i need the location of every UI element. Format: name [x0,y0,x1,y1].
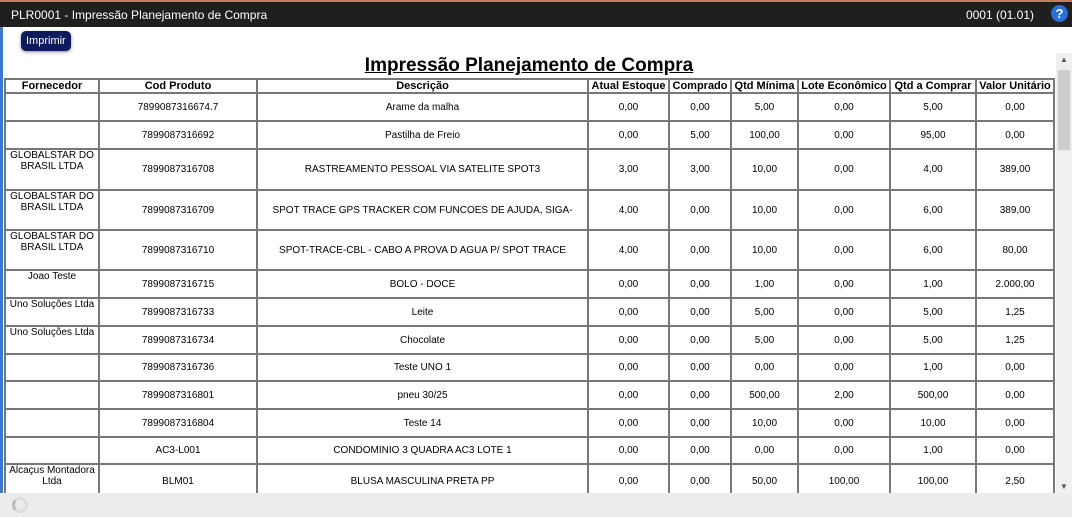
frame-edge [0,27,3,493]
table-cell: 0,00 [976,93,1054,121]
table-row [5,354,1054,381]
table-row [5,409,1054,437]
table-row [5,270,1054,298]
table-cell: RASTREAMENTO PESSOAL VIA SATELITE SPOT3 [257,149,588,190]
table-cell: 6,00 [890,190,976,230]
table-cell [5,93,99,121]
table-cell: 0,00 [798,354,890,381]
column-header: Lote Econômico [798,79,890,93]
table-cell: 0,00 [669,326,731,354]
table-cell: 5,00 [890,326,976,354]
table-cell: 0,00 [588,270,669,298]
table-cell: 3,00 [669,149,731,190]
table-cell: 4,00 [588,190,669,230]
table-cell: Uno Soluções Ltda [5,298,99,326]
table-row [5,437,1054,464]
table-cell: 5,00 [731,93,798,121]
table-cell: Uno Soluções Ltda [5,326,99,354]
table-cell: 0,00 [588,381,669,409]
table-cell [5,121,99,149]
scroll-up-icon[interactable]: ▲ [1060,55,1068,64]
table-cell: 7899087316734 [99,326,257,354]
table-cell: 5,00 [890,93,976,121]
table-cell: pneu 30/25 [257,381,588,409]
table-cell: 10,00 [731,190,798,230]
table-cell: 5,00 [669,121,731,149]
table-cell: GLOBALSTAR DO BRASIL LTDA [5,230,99,270]
table-cell: 80,00 [976,230,1054,270]
table-cell: 0,00 [798,190,890,230]
table-cell: 7899087316715 [99,270,257,298]
status-bar [0,493,1072,517]
table-cell: 10,00 [890,409,976,437]
table-cell: 0,00 [669,298,731,326]
table-cell: 1,25 [976,298,1054,326]
table-cell: 0,00 [731,354,798,381]
table-cell: Alcaçus Montadora Ltda [5,464,99,498]
table-cell: Chocolate [257,326,588,354]
table-cell: 0,00 [669,270,731,298]
table-cell: 5,00 [890,298,976,326]
table-cell: 2.000,00 [976,270,1054,298]
column-header: Valor Unitário [976,79,1054,93]
table-row [5,190,1054,230]
table-cell: 0,00 [669,409,731,437]
table-cell: 0,00 [731,437,798,464]
table-cell: 0,00 [588,121,669,149]
table-row [5,298,1054,326]
table-cell: 4,00 [588,230,669,270]
purchase-planning-table [4,78,1055,499]
table-cell: 0,00 [588,409,669,437]
table-cell: 95,00 [890,121,976,149]
table-cell: 3,00 [588,149,669,190]
table-cell: 4,00 [890,149,976,190]
table-cell: SPOT TRACE GPS TRACKER COM FUNCOES DE AJUDA, SIGA- [257,190,588,230]
table-cell: 6,00 [890,230,976,270]
table-cell: 0,00 [669,190,731,230]
table-cell: 0,00 [798,326,890,354]
column-header: Cod Produto [99,79,257,93]
table-cell: 0,00 [798,149,890,190]
table-cell: 0,00 [588,354,669,381]
table-cell: 7899087316692 [99,121,257,149]
table-cell: 0,00 [588,298,669,326]
table-cell: 389,00 [976,149,1054,190]
vertical-scrollbar[interactable] [1056,53,1072,493]
table-cell: Leite [257,298,588,326]
table-cell: 500,00 [731,381,798,409]
table-cell: 0,00 [798,270,890,298]
table-cell: 10,00 [731,149,798,190]
report-title: Impressão Planejamento de Compra [364,55,694,76]
column-header: Qtd Mínima [731,79,798,93]
table-cell: AC3-L001 [99,437,257,464]
table-cell: BLM01 [99,464,257,498]
table-cell: 0,00 [669,437,731,464]
table-cell: 100,00 [798,464,890,498]
table-cell: 0,00 [669,354,731,381]
table-cell: GLOBALSTAR DO BRASIL LTDA [5,149,99,190]
table-cell: 0,00 [976,409,1054,437]
table-cell: 7899087316733 [99,298,257,326]
table-cell: Pastilha de Freio [257,121,588,149]
table-cell: 7899087316674.7 [99,93,257,121]
table-cell: 0,00 [798,93,890,121]
table-cell: 10,00 [731,230,798,270]
table-cell: GLOBALSTAR DO BRASIL LTDA [5,190,99,230]
table-cell: 2,50 [976,464,1054,498]
table-cell: 1,00 [890,354,976,381]
table-row [5,121,1054,149]
column-header: Atual Estoque [588,79,669,93]
table-cell: 1,00 [890,270,976,298]
table-cell: 0,00 [798,298,890,326]
table-cell: Joao Teste [5,270,99,298]
table-row [5,381,1054,409]
table-cell: 10,00 [731,409,798,437]
table-cell: BOLO - DOCE [257,270,588,298]
table-cell: SPOT-TRACE-CBL - CABO A PROVA D AGUA P/ SPOT TRACE [257,230,588,270]
table-cell: 0,00 [588,326,669,354]
table-cell [5,437,99,464]
table-cell: 0,00 [588,93,669,121]
table-cell: 7899087316709 [99,190,257,230]
table-cell: 0,00 [669,381,731,409]
table-cell: 0,00 [976,381,1054,409]
table-cell: 0,00 [588,464,669,498]
table-cell: BLUSA MASCULINA PRETA PP [257,464,588,498]
table-cell: 1,25 [976,326,1054,354]
table-cell: 0,00 [976,437,1054,464]
table-row [5,326,1054,354]
help-icon[interactable]: ? [1051,5,1068,22]
table-cell: 7899087316736 [99,354,257,381]
table-cell: 0,00 [588,437,669,464]
table-cell: 5,00 [731,326,798,354]
window-title: PLR0001 - Impressão Planejamento de Compra [11,8,268,22]
table-cell: 1,00 [731,270,798,298]
version-label: 0001 (01.01) [965,8,1034,22]
scroll-down-icon[interactable]: ▼ [1060,482,1068,491]
table-row [5,230,1054,270]
table-cell: 2,00 [798,381,890,409]
table-cell: 500,00 [890,381,976,409]
table-cell: 5,00 [731,298,798,326]
table-cell: 0,00 [669,464,731,498]
table-cell: 100,00 [890,464,976,498]
table-row [5,93,1054,121]
table-cell: 50,00 [731,464,798,498]
column-header: Comprado [669,79,731,93]
table-cell: 0,00 [798,409,890,437]
table-cell [5,409,99,437]
table-cell: 7899087316801 [99,381,257,409]
table-cell: 7899087316708 [99,149,257,190]
table-cell: CONDOMINIO 3 QUADRA AC3 LOTE 1 [257,437,588,464]
table-cell: Teste UNO 1 [257,354,588,381]
column-header: Fornecedor [5,79,99,93]
title-bar [0,0,1072,27]
table-cell: 7899087316804 [99,409,257,437]
table-cell: 0,00 [669,230,731,270]
table-cell [5,381,99,409]
column-header: Qtd a Comprar [890,79,976,93]
table-row [5,149,1054,190]
table-cell: 0,00 [798,437,890,464]
table-cell: 0,00 [669,93,731,121]
scrollbar-thumb[interactable] [1058,70,1070,150]
table-cell: 0,00 [976,121,1054,149]
table-cell: Arame da malha [257,93,588,121]
table-cell: 1,00 [890,437,976,464]
table-cell: Teste 14 [257,409,588,437]
print-button[interactable]: Imprimir [21,31,71,51]
table-cell: 100,00 [731,121,798,149]
table-cell: 7899087316710 [99,230,257,270]
loading-spinner-icon [12,497,28,513]
column-header: Descrição [257,79,588,93]
table-cell: 0,00 [798,230,890,270]
table-cell: 0,00 [798,121,890,149]
table-cell [5,354,99,381]
table-cell: 389,00 [976,190,1054,230]
table-cell: 0,00 [976,354,1054,381]
